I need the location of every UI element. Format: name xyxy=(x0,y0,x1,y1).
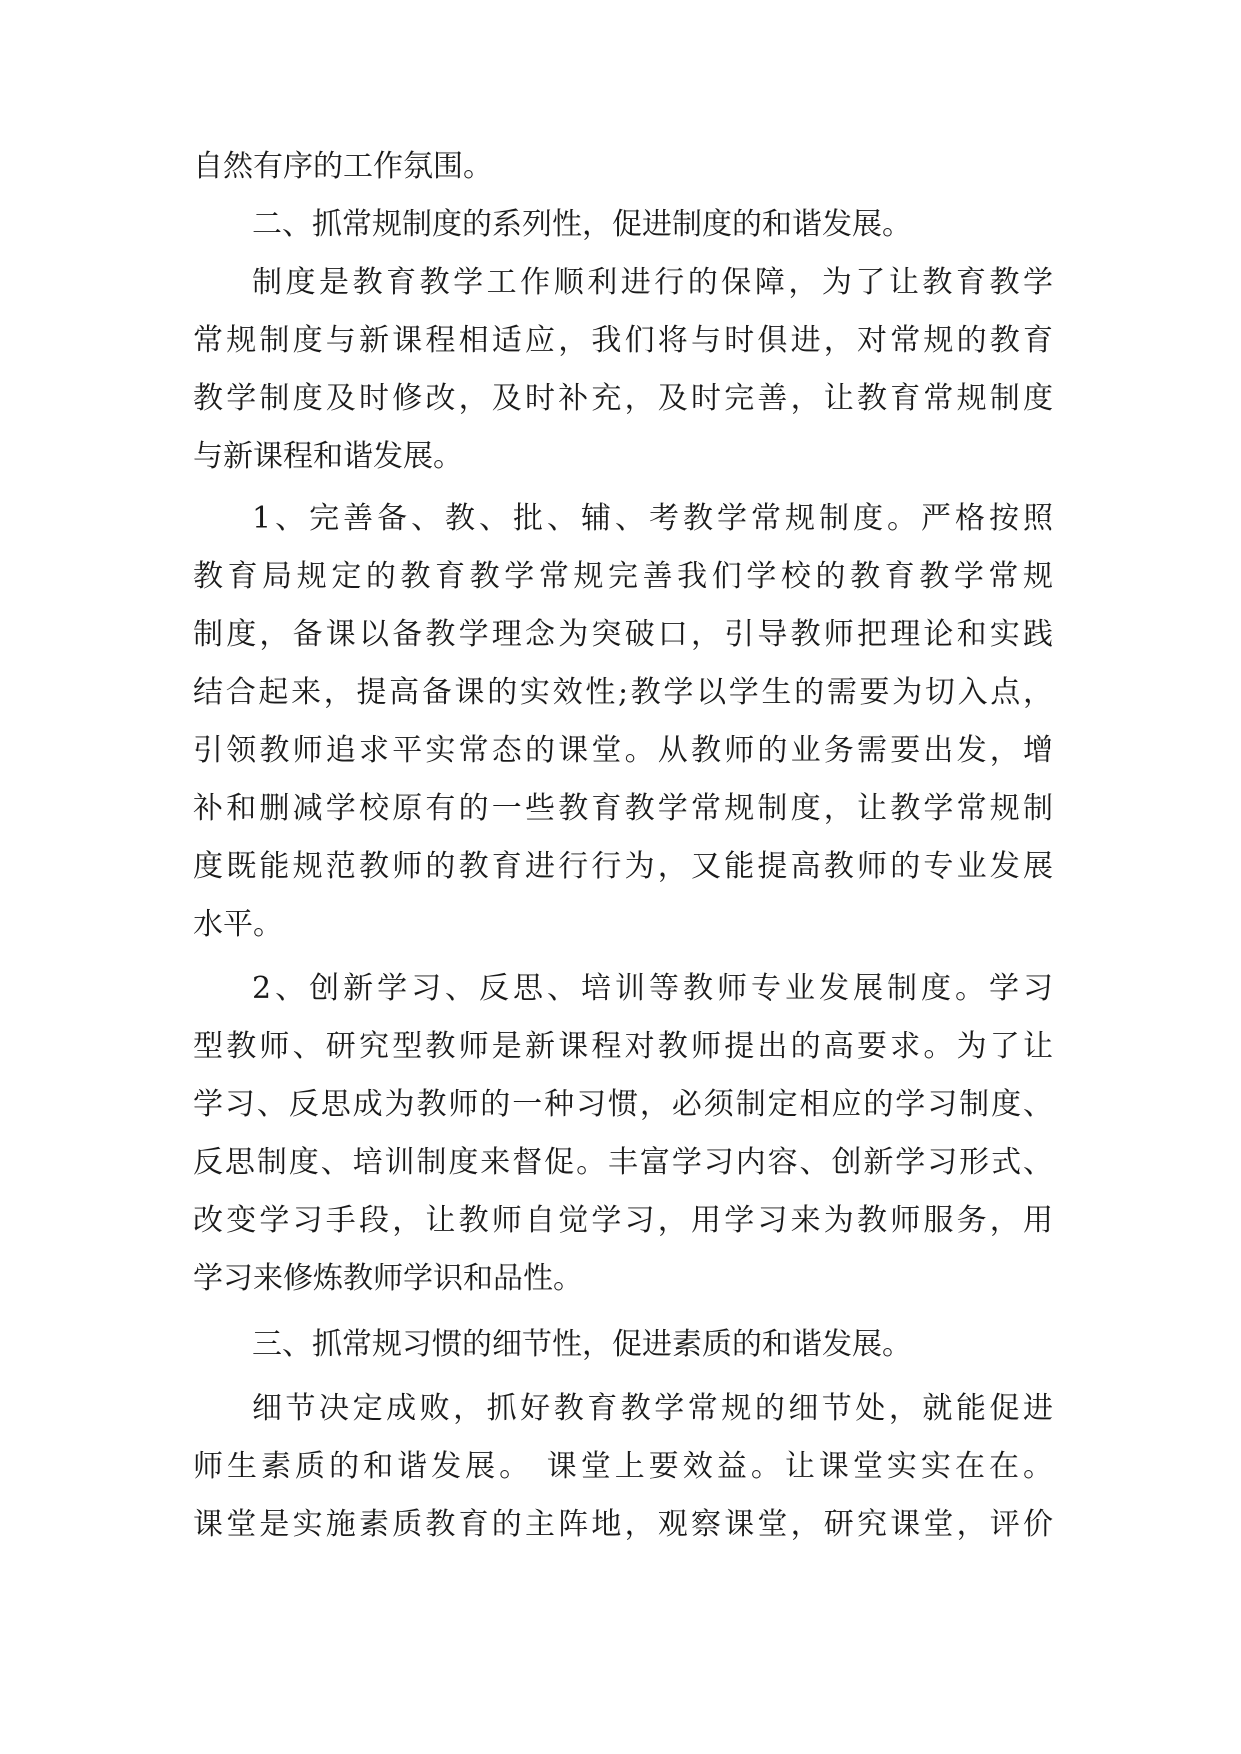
text-line: 学习来修炼教师学识和品性。 xyxy=(193,1261,583,1296)
text-line: 制度是教育教学工作顺利进行的保障，为了让教育教学 xyxy=(252,265,1053,300)
text-line: 结合起来，提高备课的实效性;教学以学生的需要为切入点， xyxy=(193,675,1053,710)
section-heading: 三、抓常规习惯的细节性，促进素质的和谐发展。 xyxy=(252,1327,912,1362)
text-line: 引领教师追求平实常态的课堂。从教师的业务需要出发，增 xyxy=(193,733,1053,768)
text-line: 细节决定成败，抓好教育教学常规的细节处，就能促进 xyxy=(252,1391,1053,1426)
text-line: 师生素质的和谐发展。 课堂上要效益。让课堂实实在在。 xyxy=(193,1449,1053,1484)
text-line: 教育局规定的教育教学常规完善我们学校的教育教学常规 xyxy=(193,559,1053,594)
text-line: 学习、反思成为教师的一种习惯，必须制定相应的学习制度、 xyxy=(193,1087,1053,1122)
text-line: 反思制度、培训制度来督促。丰富学习内容、创新学习形式、 xyxy=(193,1145,1053,1180)
text-line: 2、创新学习、反思、培训等教师专业发展制度。学习 xyxy=(252,971,1053,1006)
text-line: 制度，备课以备教学理念为突破口，引导教师把理论和实践 xyxy=(193,617,1053,652)
text-line: 水平。 xyxy=(193,907,283,942)
text-line: 自然有序的工作氛围。 xyxy=(193,149,493,184)
section-heading: 二、抓常规制度的系列性，促进制度的和谐发展。 xyxy=(252,207,912,242)
text-line: 型教师、研究型教师是新课程对教师提出的高要求。为了让 xyxy=(193,1029,1053,1064)
text-line: 改变学习手段，让教师自觉学习，用学习来为教师服务，用 xyxy=(193,1203,1053,1238)
text-line: 补和删减学校原有的一些教育教学常规制度，让教学常规制 xyxy=(193,791,1053,826)
text-line: 与新课程和谐发展。 xyxy=(193,439,463,474)
text-line: 教学制度及时修改，及时补充，及时完善，让教育常规制度 xyxy=(193,381,1053,416)
text-line: 课堂是实施素质教育的主阵地，观察课堂，研究课堂，评价 xyxy=(193,1507,1053,1542)
text-line: 1、完善备、教、批、辅、考教学常规制度。严格按照 xyxy=(252,501,1053,536)
text-line: 常规制度与新课程相适应，我们将与时俱进，对常规的教育 xyxy=(193,323,1053,358)
text-line: 度既能规范教师的教育进行行为，又能提高教师的专业发展 xyxy=(193,849,1053,884)
